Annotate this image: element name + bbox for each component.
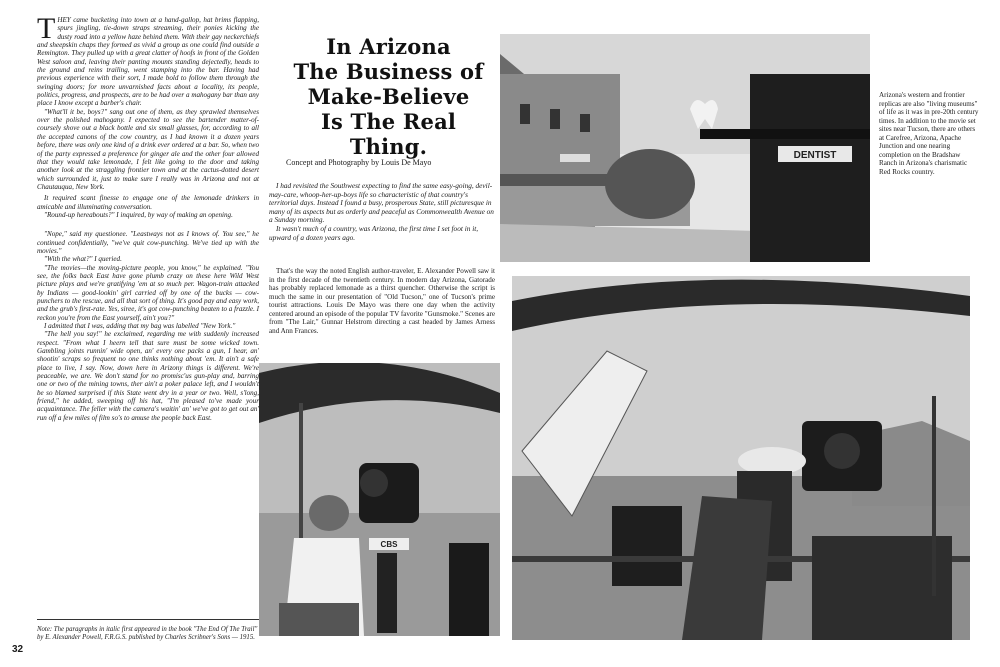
byline: Concept and Photography by Louis De Mayo [286,158,432,167]
body-text [269,267,495,335]
photo-caption: Arizona's western and frontier replicas are also "living museums" of life as it was in pre-20th century times. In addition to the movie set sites near Tucson, there are others at Carefree, Arizona, Apache Junction and one nearing completion on the Bradshaw Ranch in Arizona's charismatic Red Rocks country. [879,91,979,176]
body-paragraph: That's the way the noted English author-traveler, E. Alexander Powell saw it in the first decade of the twentieth century. In modern day Arizona, Gatorade has probably replaced lemonade as a thirst quencher. Otherwise the script is much the same in our presentation of "Old Tucson," one of Tucson's prime tourist attractions. Louis De Mayo was there one day when the activity centered around an episode of the popular TV favorite "Gunsmoke." Scenes are from "The Lair," Gunnar Helstrom directing a cast headed by James Arness and Ann Frances. [269,267,495,335]
story-paragraph: "The hell you say!" he exclaimed, regarding me with suddenly increased respect. "From what I heern tell that sure must be some wicked town. Gambling joints runnin' wide open, an' every one packs a gun, I hear, an' shootin' scraps so frequent no one thinks nothing about 'em. It ain't a safe place to live, I say. Now, down here in Arizony things is different. We're peaceable, we are. We don't stand for no promisc'us gun-play and, barring one or two of the mining towns, ther ain't a poker palace left, and I wouldn't be so blamed surprised if this State went dry in a year or two. Well, s'long, friend," he added, sweeping off his hat, "I'm pleased to've made your acquaintance. The feller with the camera's waitin' an' we've got to get out an' run off a few miles of film so's to amuse the people back East. [37,330,259,422]
cameraman-photo [259,363,500,636]
story-paragraph: "With the what?" I queried. [44,255,122,264]
film-crew-photo [512,276,970,640]
intro [269,182,495,242]
story-paragraph: "The movies—the moving-picture people, you know," he explained. "You see, the folks back East have gone plumb crazy on these here Wild West picture plays and we're gratifying 'em at so much per. Wagon-train attacked by Indians — good-lookin' girl carried off by one of the bucks — cow-punchers to the rescue, and all that sort of thing. It's good pay and easy work, and the grub's first-rate. Yes, siree, it's got cow-punching beaten to a frazzle. I reckon you're from the East yourself, ain't you?" [37,263,259,322]
intro-paragraph: I had revisited the Southwest expecting to find the same easy-going, devil-may-care, whoop-her-up-boys life so characteristic of that country's territorial days. Instead I found a busy, prosperous State, still picturesque in many of its aspects but as orderly and peaceful as Commonwealth Avenue on a Sunday morning. [269,181,494,225]
intro-paragraph: It wasn't much of a country, was Arizona, the first time I set foot in it, upward of a dozen years ago. [269,223,479,242]
title-line: In Arizona [326,34,451,59]
story-paragraph: It required scant finesse to engage one of the lemonade drinkers in amicable and illuminating conversation. [37,194,259,211]
story-paragraph: "Round-up hereabouts?" I inquired, by way of making an opening. [44,210,233,219]
title-line: Make-Believe [307,84,470,109]
story-paragraph: "What'll it be, boys?" sang out one of them, as they sprawled themselves over the polished mahogany. I expected to see the bartender matter-of-coursely shove out a black bottle and six small glasses, for, according to all the accepted canons of the cow country, as I had known it a dozen years before, there was only one kind of a drink ever ordered at a bar. So, when two of the party expressed a preference for ginger ale and the other four allowed that they would take lemonade, I felt like going to the door and taking another look at the straggling frontier town and at the cactus-dotted desert which surrounded it, just to make sure I really was in Arizona and not at Chautauqua, New York. [37,107,259,191]
story-paragraph: THEY came bucketing into town at a hand-gallop, hat brims flapping, spurs jingling, tie-down straps streaming, their ponies kicking the dusty road into a yellow haze behind them. With their gay neckerchiefs and sheepskin chaps they formed as vivid a group as one could find outside a Remington. They pulled up with a great clatter of hoofs in front of the Golden West saloon and, leaving their panting mounts standing dejectedly, heads to the ground and reins trailing, went stamping into the bar. Having had previous experience with their sort, I made bold to follow them through the swinging doors; for more unvarnished facts about a locality, its people, politics, progress, and prospects, are to be had over a mahogany bar than any place I know except a barber's chair. [37,12,259,108]
article-title [286,34,491,159]
drop-cap: T [37,12,56,45]
dentist-sign: DENTIST [793,150,837,161]
western-town-photo [500,34,870,262]
footnote: Note: The paragraphs in italic first appeared in the book "The End Of The Trail" by E. Alexander Powell, F.R.G.S. published by Charles Scribner's Sons — 1915. [37,619,259,642]
story-column [37,12,259,422]
page-number: 32 [12,644,24,655]
title-line: The Business of [293,59,484,84]
story-paragraph: I admitted that I was, adding that my bag was labelled "New York." [44,322,236,331]
camera-label: CBS [380,540,398,549]
title-line: Is The Real Thing. [320,109,457,159]
story-paragraph: "Nope," said my questionee. "Leastways not as I knows of. You see," he continued confidentially, "we've quit cow-punching. We've tied up with the movies." [37,230,259,255]
